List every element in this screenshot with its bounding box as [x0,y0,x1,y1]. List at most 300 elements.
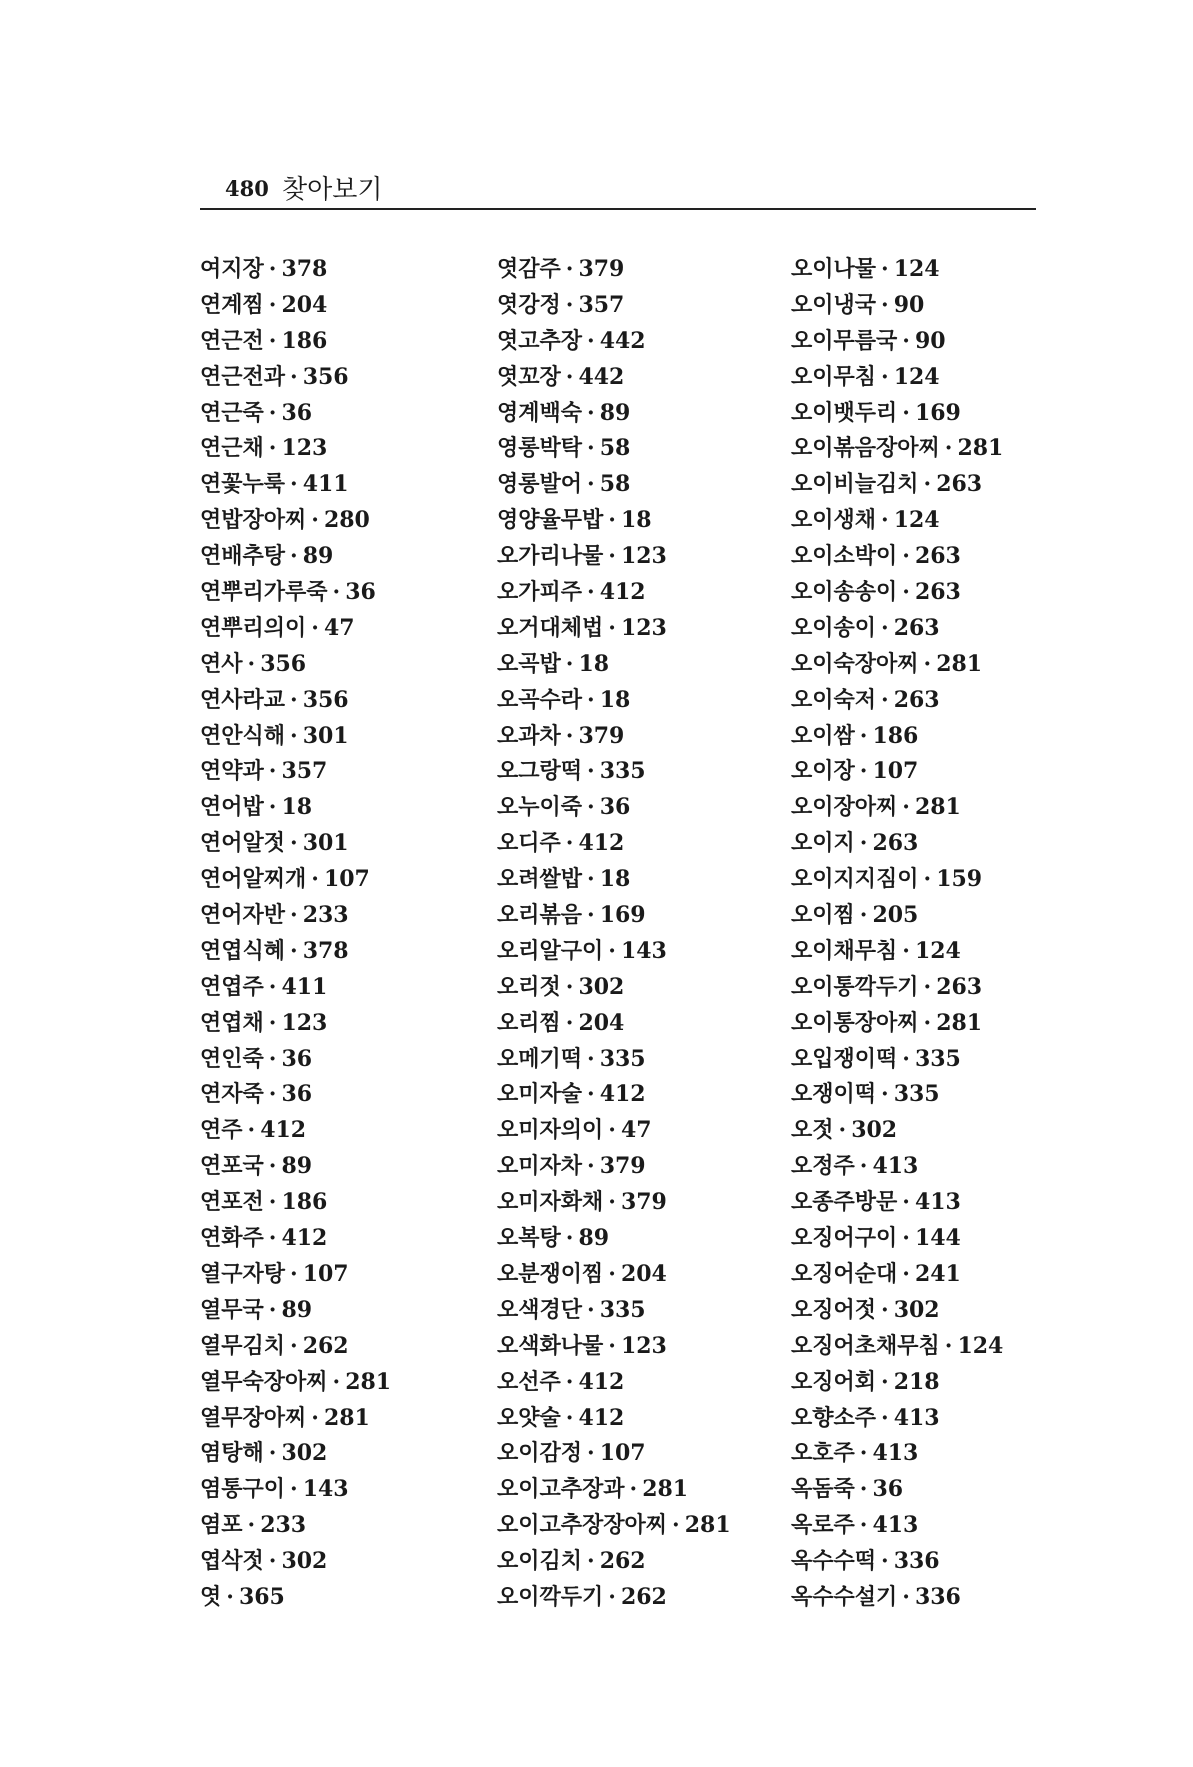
index-page-number: 411 [281,973,328,1000]
index-term: 오이채무침 [791,937,898,964]
index-term: 연주 [200,1117,243,1144]
index-page-number: 36 [281,399,313,426]
index-term: 오려쌀밥 [497,866,583,893]
index-entry [497,1365,797,1401]
index-page-number: 379 [620,1189,667,1216]
index-entry [791,1149,1091,1185]
index-entry [497,1580,797,1616]
index-separator: · [268,1081,277,1108]
index-term: 오향소주 [791,1404,877,1431]
index-page-number: 89 [599,399,631,426]
index-entry [200,754,500,790]
index-entry [791,324,1091,360]
index-term: 오이통장아찌 [791,1009,919,1036]
index-entry [497,1042,797,1078]
index-entry [200,898,500,934]
index-entry [791,1293,1091,1329]
index-entry [497,754,797,790]
index-entry [200,1508,500,1544]
index-entry [497,575,797,611]
index-page-number: 169 [914,399,961,426]
index-separator: · [311,1404,319,1431]
index-separator: · [268,1296,277,1323]
index-separator: · [565,1404,574,1431]
index-separator: · [859,902,868,929]
index-term: 연배추탕 [200,543,286,570]
index-separator: · [629,1476,638,1503]
index-entry [200,1113,500,1149]
index-term: 오이장아찌 [791,794,898,821]
index-page-number: 281 [936,650,983,677]
index-entry [791,252,1091,288]
index-separator: · [608,1117,616,1144]
index-separator: · [587,1045,595,1072]
index-page-number: 379 [578,256,625,282]
index-separator: · [268,758,277,785]
index-term: 오이깍두기 [497,1583,604,1610]
index-term: 오분쟁이찜 [497,1260,604,1287]
index-term: 오이무름국 [791,327,898,354]
index-separator: · [565,722,574,749]
index-entry [200,970,500,1006]
index-term: 오거대체법 [497,614,604,641]
index-page-number: 302 [578,973,625,1000]
index-separator: · [902,1260,910,1287]
index-page-number: 123 [281,1009,328,1036]
index-term: 오리젓 [497,973,561,1000]
index-separator: · [881,1404,889,1431]
index-separator: · [268,1225,277,1252]
index-page-number: 89 [302,543,334,570]
index-term: 연밥장아찌 [200,507,307,534]
index-page-number: 442 [578,363,625,390]
index-page-number: 186 [281,1189,328,1216]
index-page-number: 263 [936,973,983,1000]
index-separator: · [268,973,277,1000]
index-term: 오곡밥 [497,650,561,677]
index-separator: · [902,794,910,821]
index-page-number: 281 [323,1404,370,1431]
index-term: 연어알찌개 [200,866,307,893]
index-term: 오과차 [497,722,561,749]
index-page-number: 412 [578,1368,625,1395]
index-page-number: 262 [620,1583,667,1610]
index-term: 연계찜 [200,291,264,318]
index-page-number: 124 [893,507,940,534]
index-page-number: 301 [302,722,349,749]
index-separator: · [923,1009,932,1036]
index-term: 오징어초채무침 [791,1332,940,1359]
index-term: 엿 [200,1583,222,1610]
index-entry [200,719,500,755]
index-term: 연뿌리의이 [200,614,307,641]
index-columns [200,252,1036,1632]
index-term: 오색경단 [497,1296,583,1323]
index-entry [497,1077,797,1113]
index-separator: · [859,1440,868,1467]
index-term: 염탕해 [200,1440,264,1467]
index-entry [791,1257,1091,1293]
index-page-number: 36 [599,794,631,821]
page-number: 480 [225,176,269,201]
index-page-number: 89 [281,1296,313,1323]
index-term: 오이지 [791,830,855,857]
index-entry [200,1257,500,1293]
index-page-number: 89 [578,1225,610,1252]
index-separator: · [268,1153,277,1180]
index-term: 열무국 [200,1296,264,1323]
index-term: 연사라교 [200,686,286,713]
index-entry [497,1472,797,1508]
index-page-number: 18 [578,650,610,677]
index-page-number: 186 [281,327,328,354]
index-term: 오얏술 [497,1404,561,1431]
index-entry [497,360,797,396]
index-separator: · [587,1153,595,1180]
index-separator: · [923,471,932,498]
index-term: 연어자반 [200,902,286,929]
index-separator: · [268,327,277,354]
index-page-number: 281 [684,1512,731,1539]
index-separator: · [902,1045,910,1072]
index-entry [791,1006,1091,1042]
index-separator: · [608,543,616,570]
index-term: 연자죽 [200,1081,264,1108]
index-term: 연꽃누룩 [200,471,286,498]
index-page-number: 262 [599,1548,646,1575]
index-separator: · [587,758,595,785]
index-entry [200,1436,500,1472]
index-page-number: 263 [893,614,940,641]
index-entry [791,1365,1091,1401]
index-term: 열구자탕 [200,1260,286,1287]
index-entry [200,1544,500,1580]
index-page-number: 335 [914,1045,961,1072]
index-entry [497,252,797,288]
index-page-number: 412 [260,1117,307,1144]
index-term: 옥돔죽 [791,1476,855,1503]
index-term: 오곡수라 [497,686,583,713]
index-term: 연약과 [200,758,264,785]
index-separator: · [881,256,889,282]
index-term: 열무숙장아찌 [200,1368,328,1395]
index-page-number: 357 [281,758,328,785]
index-term: 연인죽 [200,1045,264,1072]
index-separator: · [587,1296,595,1323]
index-entry [497,1149,797,1185]
index-term: 엽삭젓 [200,1548,264,1575]
index-column-3 [791,252,1091,1616]
index-separator: · [902,1189,910,1216]
index-entry [200,611,500,647]
index-page-number: 378 [302,937,349,964]
index-term: 오이송송이 [791,579,898,606]
index-term: 연포국 [200,1153,264,1180]
index-separator: · [902,327,910,354]
index-entry [791,467,1091,503]
index-page-number: 335 [893,1081,940,1108]
index-entry [791,503,1091,539]
index-entry [200,1185,500,1221]
index-page-number: 356 [302,686,349,713]
index-term: 오입쟁이떡 [791,1045,898,1072]
index-page-number: 263 [893,686,940,713]
index-page-number: 89 [281,1153,313,1180]
index-term: 연근전과 [200,363,286,390]
index-page-number: 143 [620,937,667,964]
index-entry [497,1006,797,1042]
index-entry [200,575,500,611]
index-term: 연뿌리가루죽 [200,579,328,606]
index-separator: · [268,1440,277,1467]
index-entry [200,324,500,360]
index-page-number: 413 [872,1512,919,1539]
index-entry [200,683,500,719]
index-separator: · [565,973,574,1000]
index-term: 오가피주 [497,579,583,606]
index-term: 열무김치 [200,1332,286,1359]
index-separator: · [268,1548,277,1575]
index-separator: · [923,866,932,893]
index-entry [497,1544,797,1580]
index-entry [200,360,500,396]
index-separator: · [838,1117,847,1144]
index-page-number: 412 [578,1404,625,1431]
index-term: 오이고추장장아찌 [497,1512,668,1539]
index-term: 오호주 [791,1440,855,1467]
index-term: 연근채 [200,435,264,462]
index-separator: · [944,1332,953,1359]
index-term: 연근전 [200,327,264,354]
index-term: 연사 [200,650,243,677]
index-separator: · [290,722,298,749]
index-page-number: 263 [914,543,961,570]
index-page-number: 124 [893,256,940,282]
index-term: 오이무침 [791,363,877,390]
index-page-number: 90 [914,327,946,354]
index-term: 영계백숙 [497,399,583,426]
index-separator: · [290,830,298,857]
index-entry [791,970,1091,1006]
index-page-number: 281 [345,1368,392,1395]
page-title: 찾아보기 [282,175,383,205]
index-separator: · [247,1117,256,1144]
index-term: 오디주 [497,830,561,857]
index-page-number: 262 [302,1332,349,1359]
index-separator: · [902,937,910,964]
index-page-number: 335 [599,1296,646,1323]
index-term: 오리알구이 [497,937,604,964]
index-entry [497,431,797,467]
index-page-number: 18 [281,794,313,821]
index-separator: · [859,1512,868,1539]
index-separator: · [332,579,341,606]
index-separator: · [565,291,574,318]
index-separator: · [902,399,910,426]
index-page-number: 357 [578,291,625,318]
index-entry [200,1580,500,1616]
index-term: 오이고추장과 [497,1476,625,1503]
index-term: 오이송이 [791,614,877,641]
index-separator: · [565,650,574,677]
index-term: 옥수수떡 [791,1548,877,1575]
index-page-number: 123 [620,614,667,641]
index-page-number: 302 [281,1548,328,1575]
index-page-number: 412 [599,1081,646,1108]
index-entry [497,862,797,898]
index-entry [791,934,1091,970]
index-entry [200,1365,500,1401]
index-page-number: 18 [620,507,652,534]
index-page-number: 123 [281,435,328,462]
index-page-number: 18 [599,686,631,713]
index-page-number: 412 [578,830,625,857]
index-page-number: 412 [599,579,646,606]
index-separator: · [881,1081,889,1108]
index-entry [200,1077,500,1113]
index-term: 연포전 [200,1189,264,1216]
index-entry [791,611,1091,647]
index-term: 연엽주 [200,973,264,1000]
index-page-number: 233 [302,902,349,929]
index-entry [497,790,797,826]
index-separator: · [290,1476,298,1503]
index-separator: · [608,1260,616,1287]
index-separator: · [226,1583,234,1610]
index-separator: · [672,1512,680,1539]
index-separator: · [332,1368,341,1395]
index-term: 오이숙저 [791,686,877,713]
index-page-number: 204 [578,1009,625,1036]
index-entry [791,1401,1091,1437]
index-entry [497,539,797,575]
index-separator: · [859,830,868,857]
index-entry [791,898,1091,934]
index-page-number: 336 [914,1583,961,1610]
index-separator: · [608,1332,616,1359]
index-separator: · [565,1368,574,1395]
index-page-number: 302 [281,1440,328,1467]
index-entry [791,647,1091,683]
index-term: 엿꼬장 [497,363,561,390]
index-term: 옥수수설기 [791,1583,898,1610]
index-page-number: 263 [936,471,983,498]
index-entry [791,360,1091,396]
index-entry [497,1257,797,1293]
index-separator: · [268,399,277,426]
index-page-number: 107 [323,866,370,893]
index-separator: · [290,543,298,570]
index-term: 염통구이 [200,1476,286,1503]
index-page-number: 159 [936,866,983,893]
index-page-number: 379 [599,1153,646,1180]
index-entry [791,754,1091,790]
index-separator: · [565,363,574,390]
index-term: 영롱발어 [497,471,583,498]
index-separator: · [290,937,298,964]
index-term: 엿고추장 [497,327,583,354]
index-page-number: 336 [893,1548,940,1575]
index-term: 오복탕 [497,1225,561,1252]
index-separator: · [587,1081,595,1108]
index-page-number: 302 [851,1117,898,1144]
index-term: 오미자의이 [497,1117,604,1144]
index-entry [791,826,1091,862]
page-header [200,158,1036,210]
index-term: 오이숙장아찌 [791,650,919,677]
index-term: 오이장 [791,758,855,785]
index-page-number: 169 [599,902,646,929]
index-term: 오이생채 [791,507,877,534]
index-entry [497,934,797,970]
index-term: 연근죽 [200,399,264,426]
index-separator: · [311,507,319,534]
index-separator: · [290,1260,298,1287]
index-term: 영양율무밥 [497,507,604,534]
index-separator: · [565,1225,574,1252]
index-separator: · [902,579,910,606]
index-page-number: 302 [893,1296,940,1323]
index-page-number: 281 [936,1009,983,1036]
index-term: 오이찜 [791,902,855,929]
index-page-number: 365 [238,1583,285,1610]
index-separator: · [587,435,595,462]
index-separator: · [290,363,298,390]
index-term: 여지장 [200,256,264,282]
index-term: 오징어구이 [791,1225,898,1252]
index-term: 오리찜 [497,1009,561,1036]
index-entry [497,970,797,1006]
index-separator: · [565,1009,574,1036]
index-entry [200,1221,500,1257]
index-separator: · [859,1476,868,1503]
index-separator: · [587,794,595,821]
index-page-number: 233 [260,1512,307,1539]
index-term: 영롱박탁 [497,435,583,462]
index-entry [200,467,500,503]
index-separator: · [902,1583,910,1610]
index-page-number: 218 [893,1368,940,1395]
index-term: 오이김치 [497,1548,583,1575]
index-page-number: 36 [281,1045,313,1072]
index-entry [200,862,500,898]
index-column-1 [200,252,500,1616]
index-entry [791,1185,1091,1221]
index-entry [497,1221,797,1257]
index-entry [200,252,500,288]
index-entry [200,431,500,467]
index-entry [791,539,1091,575]
index-separator: · [608,1583,616,1610]
index-term: 오미자술 [497,1081,583,1108]
index-page-number: 144 [914,1225,961,1252]
index-entry [791,1221,1091,1257]
index-separator: · [268,435,277,462]
index-entry [497,1401,797,1437]
index-page-number: 90 [893,291,925,318]
index-term: 오이냉국 [791,291,877,318]
index-entry [200,396,500,432]
index-separator: · [608,937,616,964]
index-term: 오이통깍두기 [791,973,919,1000]
index-page-number: 107 [302,1260,349,1287]
index-page-number: 411 [302,471,349,498]
index-entry [200,503,500,539]
index-term: 오리볶음 [497,902,583,929]
index-entry [497,1113,797,1149]
index-entry [497,1436,797,1472]
index-term: 오종주방문 [791,1189,898,1216]
